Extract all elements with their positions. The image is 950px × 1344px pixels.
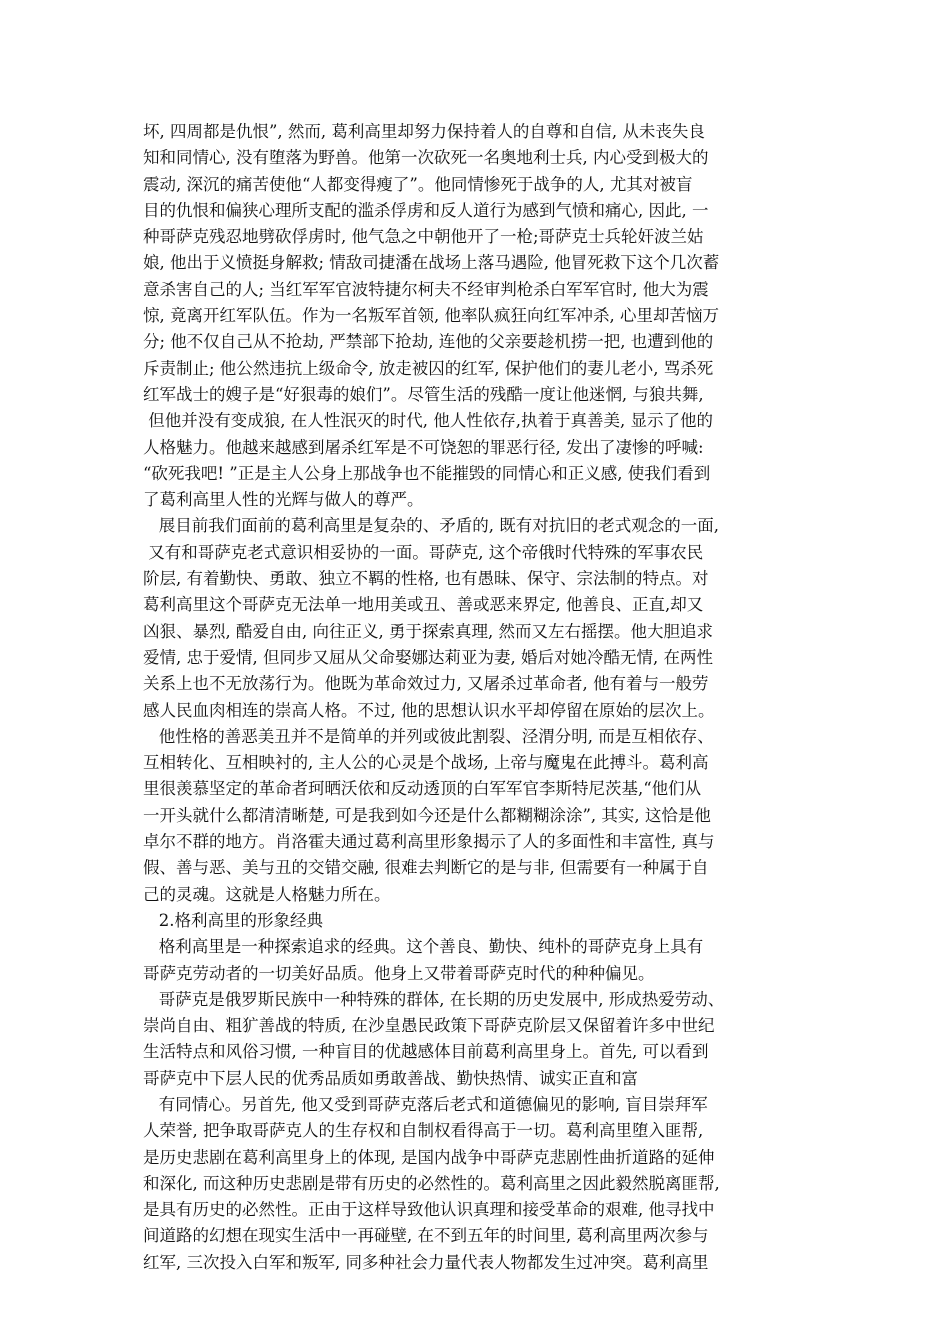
text-line: 震动, 深沉的痛苦使他“人都变得瘦了”。他同情惨死于战争的人, 尤其对被盲	[143, 174, 693, 194]
text-line: 凶狠、暴烈, 酷爱自由, 向往正义, 勇于探索真理, 然而又左右摇摆。他大胆追求	[143, 621, 713, 641]
text-line: 哥萨克是俄罗斯民族中一种特殊的群体, 在长期的历史发展中, 形成热爱劳动、	[143, 989, 725, 1009]
text-line: 和深化, 而这种历史悲剧是带有历史的必然性的。葛利高里之因此毅然脱离匪帮,	[143, 1173, 720, 1193]
text-line: 生活特点和风俗习惯, 一种盲目的优越感体目前葛利高里身上。首先, 可以看到	[143, 1042, 709, 1062]
text-line: 互相转化、互相映衬的, 主人公的心灵是个战场, 上帝与魔鬼在此搏斗。葛利高	[143, 753, 709, 773]
text-line: 人荣誉, 把争取哥萨克人的生存权和自制权看得高于一切。葛利高里堕入匪帮,	[143, 1121, 704, 1141]
text-line: 格利高里是一种探索追求的经典。这个善良、勤快、纯朴的哥萨克身上具有	[143, 937, 704, 957]
text-line: 斥责制止; 他公然违抗上级命令, 放走被囚的红军, 保护他们的妻儿老小, 骂杀死	[143, 358, 714, 378]
text-line: 一开头就什么都清清晰楚, 可是我到如今还是什么都糊糊涂涂”, 其实, 这恰是他	[143, 805, 711, 825]
text-line: 知和同情心, 没有堕落为野兽。他第一次砍死一名奥地利士兵, 内心受到极大的	[143, 148, 709, 168]
text-line: 阶层, 有着勤快、勇敢、独立不羁的性格, 也有愚昧、保守、宗法制的特点。对	[143, 569, 709, 589]
text-line: 目的仇恨和偏狭心理所支配的滥杀俘虏和反人道行为感到气愤和痛心, 因此, 一	[143, 200, 709, 220]
text-line: 哥萨克劳动者的一切美好品质。他身上又带着哥萨克时代的种种偏见。	[143, 963, 655, 983]
text-line: 假、善与恶、美与丑的交错交融, 很难去判断它的是与非, 但需要有一种属于自	[143, 858, 709, 878]
text-line: 是具有历史的必然性。正由于这样导致他认识真理和接受革命的艰难, 他寻找中	[143, 1200, 715, 1220]
text-line: 己的灵魂。这就是人格魅力所在。	[143, 884, 391, 904]
text-line: 关系上也不无放荡行为。他既为革命效过力, 又屠杀过革命者, 他有着与一般劳	[143, 674, 709, 694]
text-line: 展目前我们面前的葛利高里是复杂的、矛盾的, 既有对抗旧的老式观念的一面,	[143, 516, 719, 536]
text-line: 爱情, 忠于爱情, 但同步又屈从父命娶娜达莉亚为妻, 婚后对她冷酷无情, 在两性	[143, 647, 713, 667]
text-line: 但他并没有变成狼, 在人性泯灭的时代, 他人性依存,执着于真善美, 显示了他的	[143, 411, 713, 431]
text-line: 卓尔不群的地方。肖洛霍夫通过葛利高里形象揭示了人的多面性和丰富性, 真与	[143, 832, 715, 852]
text-line: 里很羡慕坚定的革命者珂晒沃依和反动透顶的白军军官李斯特尼茨基,“他们从	[143, 779, 702, 799]
text-line: 意杀害自己的人; 当红军军官波特捷尔柯夫不经审判枪杀白军军官时, 他大为震	[143, 279, 709, 299]
text-line: 崇尚自由、粗犷善战的特质, 在沙皇愚民政策下哥萨克阶层又保留着许多中世纪	[143, 1016, 715, 1036]
text-line: 是历史悲剧在葛利高里身上的体现, 是国内战争中哥萨克悲剧性曲折道路的延伸	[143, 1147, 715, 1167]
text-line: 有同情心。另首先, 他又受到哥萨克落后老式和道德偏见的影响, 盲目崇拜军	[143, 1094, 708, 1114]
text-line: 红军战士的嫂子是“好狠毒的娘们”。尽管生活的残酷一度让他迷惘, 与狼共舞,	[143, 384, 704, 404]
text-line: 红军, 三次投入白军和叛军, 同多种社会力量代表人物都发生过冲突。葛利高里	[143, 1252, 709, 1272]
text-line: 葛利高里这个哥萨克无法单一地用美或丑、善或恶来界定, 他善良、正直,却又	[143, 595, 704, 615]
text-line: 2.格利高里的形象经典	[143, 910, 323, 930]
text-line: 分; 他不仅自己从不抢劫, 严禁部下抢劫, 连他的父亲要趁机捞一把, 也遭到他的	[143, 332, 714, 352]
text-line: “砍死我吧! ”正是主人公身上那战争也不能摧毁的同情心和正义感, 使我们看到	[143, 463, 711, 483]
text-line: 又有和哥萨克老式意识相妥协的一面。哥萨克, 这个帝俄时代特殊的军事农民	[143, 542, 704, 562]
text-line: 种哥萨克残忍地劈砍俘虏时, 他气急之中朝他开了一枪;哥萨克士兵轮奸波兰姑	[143, 227, 704, 247]
body-text	[143, 119, 815, 1276]
text-line: 感人民血肉相连的崇高人格。不过, 他的思想认识水平却停留在原始的层次上。	[143, 700, 715, 720]
text-line: 哥萨克中下层人民的优秀品质如勇敢善战、勤快热情、诚实正直和富	[143, 1068, 638, 1088]
text-line: 了葛利高里人性的光辉与做人的尊严。	[143, 490, 424, 510]
text-line: 娘, 他出于义愤挺身解救; 情敌司捷潘在战场上落马遇险, 他冒死救下这个几次蓄	[143, 253, 720, 273]
text-line: 坏, 四周都是仇恨”, 然而, 葛利高里却努力保持着人的自尊和自信, 从未丧失良	[143, 122, 705, 141]
text-line: 他性格的善恶美丑并不是简单的并列或彼此割裂、泾渭分明, 而是互相依存、	[143, 726, 714, 746]
text-line: 人格魅力。他越来越感到屠杀红军是不可饶恕的罪恶行径, 发出了凄惨的呼喊:	[143, 437, 704, 457]
text-line: 间道路的幻想在现实生活中一再碰壁, 在不到五年的时间里, 葛利高里两次参与	[143, 1226, 709, 1246]
text-line: 惊, 竟离开红军队伍。作为一名叛军首领, 他率队疯狂向红军冲杀, 心里却苦恼万	[143, 306, 719, 326]
